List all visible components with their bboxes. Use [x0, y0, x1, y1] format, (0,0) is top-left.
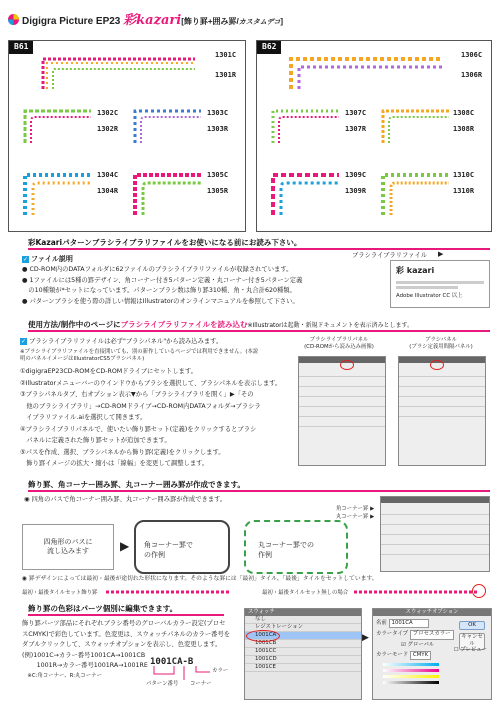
section-heading: 飾り罫の色彩はパーツ個別に編集できます。 [28, 604, 224, 616]
pattern-code: 1303C [207, 109, 229, 117]
body-line: 飾り罫パーツ部品にそれぞれブラシ番号のグローバルカラー設定(プロセ [22, 620, 226, 627]
file-description-heading: ✓ ファイル説明 [22, 255, 73, 263]
corner-label: 角コーナー罫 ▶ [336, 506, 375, 512]
sample-border-1308 [379, 105, 451, 145]
pattern-code: 1301C [215, 51, 237, 59]
sample-border-1303 [131, 105, 203, 145]
step: イブラリファイル.aiを選択して開きます。 [20, 414, 147, 422]
pattern-code: 1304C [97, 171, 119, 179]
swatch-row[interactable]: 1001CE [245, 664, 361, 672]
pattern-code: 1307R [345, 125, 367, 133]
pattern-code: 1307C [345, 109, 367, 117]
brush-library-panel-label: ブラシライブラリパネル (CD-ROMから読み込み画像) [304, 337, 374, 351]
screen-caption: Adobe Illustrator CC 以上 [396, 292, 463, 299]
list-row [399, 413, 485, 417]
pattern-code: 1305C [207, 171, 229, 179]
swatch-option-dialog [372, 608, 492, 700]
body-line: ※C:角コーナー、R:丸コーナー [22, 672, 102, 679]
arrow-right-icon: ▶ [362, 633, 369, 643]
body-line: スCMYK)で彩色しています。色変更は、スウォッチパネルのカラー番号を [22, 630, 231, 638]
brush-library-panel-screenshot [298, 356, 386, 466]
list-row [299, 393, 385, 397]
swatch-panel-title: スウォッチ [245, 609, 361, 616]
pattern-code: 1304R [97, 187, 119, 195]
pattern-code: 1310C [453, 171, 475, 179]
ok-button[interactable]: OK [459, 621, 485, 630]
list-row [399, 373, 485, 377]
body-line: ダブルクリックして、スウォッチオプションを表示し、色変更します。 [22, 641, 222, 648]
list-row [299, 383, 385, 387]
pattern-code: 1306R [461, 71, 483, 79]
pattern-code: 1308C [453, 109, 475, 117]
step: 飾り罫イメージの拡大・縮小は「線幅」を変更して調整します。 [20, 460, 209, 468]
swatch-name-field[interactable]: 1001CA [389, 619, 429, 628]
diagram-label-pattern: パターン番号 [146, 681, 179, 687]
highlight-circle [246, 630, 280, 642]
step: ④ブラシライブラリパネルで、使いたい飾り罫セット(定義)をクリックするとブラシ [20, 425, 257, 433]
list-row [381, 551, 489, 555]
pattern-code: 1301R [215, 71, 237, 79]
sample-border-1301 [39, 53, 199, 91]
pattern-code: 1309R [345, 187, 367, 195]
section-heading: 彩Kazariパターンブラシライブラリファイルをお使いになる前にお読み下さい。 [28, 238, 490, 250]
square-corner-example: 角コーナー罫で の作例 [134, 520, 230, 574]
brush-panel-screenshot [398, 356, 486, 466]
preview-checkbox[interactable]: ☐ プレビュー [453, 647, 487, 653]
swatch-row[interactable]: 1001CC [245, 648, 361, 656]
step: ②Illustratorメニューバーのウインドウからブラシを選択して、ブラシパネルを表示します。 [20, 379, 282, 387]
code-diagram: 1001CA-B [150, 657, 194, 667]
step: パネルに定義された飾り罫セットが追加できます。 [20, 437, 171, 445]
swatch-row[interactable]: 1001CD [245, 656, 361, 664]
list-row [299, 423, 385, 427]
callout-label: ブラシライブラリファイル [352, 252, 428, 259]
list-item: ● 1ファイルには5種の罫デザイン、角コーナー付き5パターン定義・丸コーナー付き5パターン定義 [22, 276, 303, 284]
sample-border-1306 [287, 53, 447, 91]
panel-titlebar [381, 497, 489, 503]
list-row [299, 403, 385, 407]
section-heading: 飾り罫、角コーナー囲み罫、丸コーナー囲み罫が作成できます。 [28, 480, 490, 492]
border-sample-with-tiles [104, 587, 232, 597]
screen-line [396, 281, 484, 284]
intro-text: ✓ ブラシライブラリファイルは必ず"ブラシパネル"から読み込みます。 [20, 338, 223, 345]
cmyk-sliders[interactable] [383, 663, 439, 684]
intro-text: ◉ 四角のパスで角コーナー囲み罫、丸コーナー囲み罫が作成できます。 [24, 496, 227, 503]
screen-title: 彩 kazari [396, 266, 435, 275]
list-row [399, 393, 485, 397]
step: ⑤パスを作成、選択、ブラシパネルから飾り罫(定義)をクリックします。 [20, 448, 225, 456]
highlight-circle [340, 360, 354, 370]
arrow-right-icon: ▶ [120, 539, 130, 553]
page-title: Digigra Picture EP23 彩kazari[飾り罫+囲み罫/カスタムデコ] [22, 13, 284, 28]
brush-panel-label: ブラシパネル (ブラシ定義用間隔パネル) [409, 337, 473, 351]
sample-border-1304 [21, 169, 93, 217]
list-item: の10種類が*セットになっています。パターンブラシ数は飾り罫310種、角・丸合計620種類。 [28, 287, 296, 294]
cancel-button[interactable]: キャンセル [459, 633, 485, 650]
color-type-select[interactable]: プロセスカラー [410, 630, 454, 639]
note-text: ◉ 罫デザインによっては最初・最後が途切れた形状になります。そのような罫には「最初」タイル、「最後」タイルをセットしています。 [22, 576, 378, 582]
check-icon: ✓ [22, 256, 29, 263]
pattern-panel-b61 [8, 40, 246, 232]
highlight-circle [430, 360, 444, 370]
body-line: 1001R→カラー番号1001RA→1001RE [22, 662, 148, 669]
sample-border-1310 [379, 169, 451, 217]
field-row: 名前 1001CA [376, 619, 491, 628]
note-text: ※ブラシライブラリファイルを直接開いても、別の新作しているページでは利用できません。(本説 [20, 348, 259, 355]
panel-tag: B61 [9, 41, 33, 54]
pattern-code: 1308R [453, 125, 475, 133]
body-line: (例)1001C→カラー番号1001CA→1001CB [22, 651, 146, 659]
diagram-label-corner: コーナー [190, 681, 212, 687]
pattern-code: 1302R [97, 125, 119, 133]
sample-border-1307 [269, 105, 341, 145]
file-screenshot [390, 260, 490, 308]
list-row [381, 521, 489, 525]
file-description-list [22, 266, 302, 306]
screen-line [396, 286, 458, 289]
highlight-circle [472, 584, 486, 598]
sample-border-1302 [21, 105, 93, 145]
sample-border-1305 [131, 169, 203, 217]
list-row [299, 373, 385, 377]
arrow-right-icon: ▶ [438, 250, 444, 258]
list-item: ● パターンブラシを使う際の詳しい情報はIllustratorのオンラインマニュアルを参照して下さい。 [22, 297, 299, 305]
swatch-row[interactable]: レジストレーション [245, 624, 361, 632]
swatch-row[interactable]: なし [245, 616, 361, 624]
swatch-row-selected[interactable]: 1001CA [245, 632, 361, 640]
pattern-code: 1306C [461, 51, 483, 59]
field-row: カラーモード CMYK [376, 651, 491, 660]
dialog-title: スウォッチオプション [373, 609, 491, 616]
step: ③ブラシパネルタブ、右オプション表示▼から「ブラシライブラリを開く」▶「その [20, 391, 254, 399]
sample-border-1309 [269, 169, 341, 217]
step: 他のブラシライブラリ」→CD-ROMドライブ→CD-ROM内DATAフォルダ→ブラシラ [20, 402, 261, 410]
color-mode-select[interactable]: CMYK [410, 651, 431, 660]
list-row [399, 403, 485, 407]
border-sample-without-tiles [352, 587, 480, 597]
pattern-code: 1302C [97, 109, 119, 117]
list-row [381, 541, 489, 545]
list-row [381, 511, 489, 515]
list-row [381, 531, 489, 535]
check-icon: ✓ [20, 338, 27, 345]
pattern-code: 1310R [453, 187, 475, 195]
brush-panel-screenshot [380, 496, 490, 572]
step: ①digigraEP23CD-ROMをCD-ROMドライブにセットします。 [20, 368, 197, 376]
path-box-example: 四角形のパスに 流し込みます [22, 524, 114, 570]
swatch-row[interactable]: 1001CB [245, 640, 361, 648]
caption: 最初・最後タイルセット無しの場合 [262, 590, 349, 596]
pattern-panel-b62 [256, 40, 492, 232]
list-item: ● CD-ROM内のDATAフォルダに62ファイルのブラシライブラリファイルが収録されています。 [22, 266, 293, 273]
panel-tag: B62 [257, 41, 281, 54]
caption: 最初・最後タイルセット飾り罫 [22, 590, 98, 596]
corner-label: 丸コーナー罫 ▶ [336, 514, 375, 520]
field-row: カラータイプ プロセスカラー [376, 630, 491, 639]
swatch-panel [244, 608, 362, 700]
pattern-code: 1309C [345, 171, 367, 179]
list-row [399, 383, 485, 387]
round-corner-example: 丸コーナー罫での 作例 [244, 520, 348, 574]
note-text: 明のパネルイメージはIllustratorCS5ブラシパネル) [20, 355, 145, 362]
diagram-label-color: カラー [212, 668, 229, 674]
section-heading: 使用方法/制作中のページにブラシライブラリファイルを読み込む※Illustratorは起動・新規ドキュメントを表示済みとします。 [28, 320, 490, 332]
list-row [299, 413, 385, 417]
usage-instructions [20, 338, 290, 469]
global-checkbox-row[interactable]: ☑ グローバル [401, 641, 435, 648]
pattern-code: 1303R [207, 125, 229, 133]
digigra-logo-icon [8, 14, 19, 25]
pattern-code: 1305R [207, 187, 229, 195]
